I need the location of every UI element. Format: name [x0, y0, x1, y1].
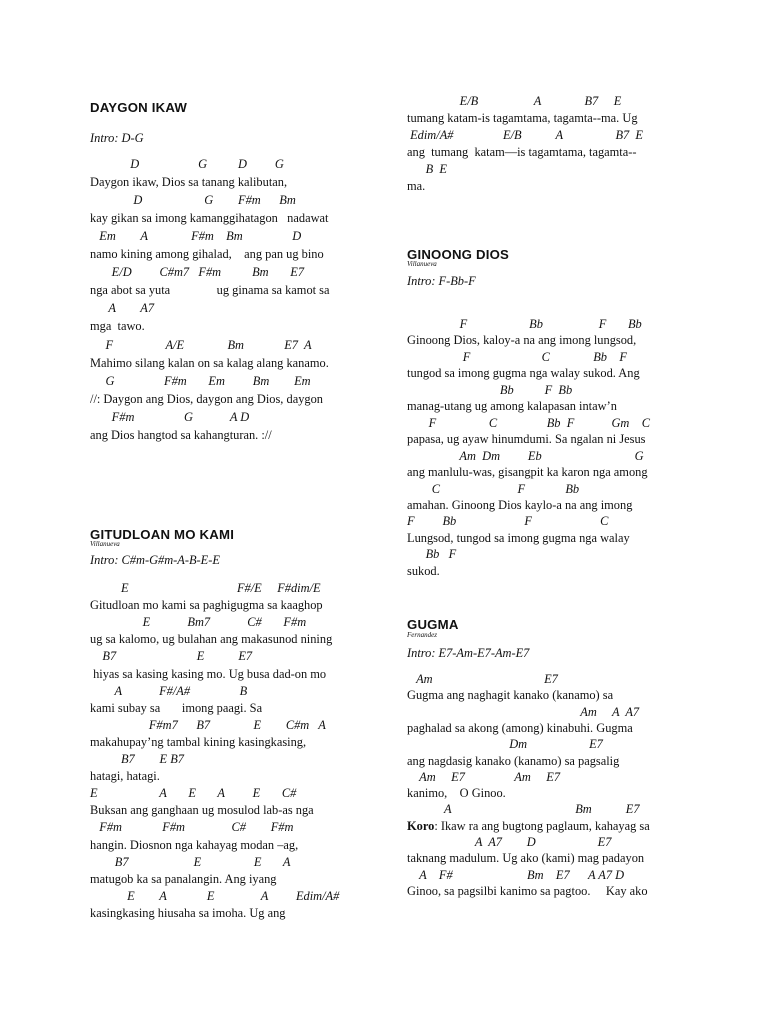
- lyric-line: [407, 884, 648, 898]
- lyric-text: Lungsod, tungod sa imong gugma nga walay: [407, 531, 630, 545]
- song-title: GITUDLOAN MO KAMI: [90, 527, 235, 542]
- chord-line: B7 E E A: [90, 855, 291, 869]
- lyric-text: mga tawo.: [90, 319, 145, 333]
- lyric-text: ug sa kalomo, ug bulahan ang makasunod nining: [90, 632, 333, 646]
- chord-line: A Bm E7: [407, 802, 640, 816]
- lyric-text: makahupay’ng tambal kining kasingkasing,: [90, 735, 307, 749]
- lyric-text: Gugma ang naghagit kanako (kanamo) sa: [407, 688, 614, 702]
- lyric-text: kasingkasing hiusaha sa imoha. Ug ang: [90, 906, 286, 920]
- chord-line: G F#m Em Bm Em: [90, 374, 311, 388]
- lyric-line: [407, 564, 440, 578]
- lyric-text: ma.: [407, 179, 426, 193]
- lyric-text: papasa, ug ayaw hinumdumi. Sa ngalan ni Jesus: [407, 432, 646, 446]
- song-title: GINOONG DIOS: [407, 247, 510, 262]
- chord-line: Em A F#m Bm D: [90, 229, 302, 243]
- lyric-text: tungod sa imong gugma nga walay sukod. Ang: [407, 366, 640, 380]
- chord-line: F#m7 B7 E C#m A: [90, 718, 326, 732]
- lyric-line: [407, 754, 619, 768]
- lyric-line: [407, 145, 637, 159]
- lyric-line: [90, 769, 160, 783]
- lyric-text: kanimo, O Ginoo.: [407, 786, 506, 800]
- lyric-text: matugob ka sa panalangin. Ang iyang: [90, 872, 277, 886]
- lyric-text: hatagi, hatagi.: [90, 769, 160, 783]
- song-author: Villanueva: [90, 540, 120, 548]
- song-intro: Intro: D-G: [90, 131, 144, 145]
- lyric-line: [407, 333, 636, 347]
- lyric-line: [90, 735, 306, 749]
- lyric-text: : Ikaw ra ang bugtong paglaum, kahayag sa: [434, 819, 650, 833]
- chord-line: D G F#m Bm: [90, 193, 296, 207]
- lyric-text: sukod.: [407, 564, 440, 578]
- lyric-line: [407, 399, 617, 413]
- lyric-text: paghalad sa akong (among) kinabuhi. Gugma: [407, 721, 633, 735]
- lyric-text: Gitudloan mo kami sa paghigugma sa kaaghop: [90, 598, 323, 612]
- chord-line: F Bb F C: [407, 514, 609, 528]
- lyric-line: [407, 531, 630, 545]
- lyric-line: [90, 211, 328, 225]
- lyric-line: [90, 701, 262, 715]
- lyric-line: [90, 906, 285, 920]
- lyric-text: Daygon ikaw, Dios sa tanang kalibutan,: [90, 175, 288, 189]
- song-intro: Intro: E7-Am-E7-Am-E7: [407, 646, 530, 660]
- lyric-text: namo kining among gihalad, ang pan ug bino: [90, 247, 324, 261]
- chord-line: F#m G A D: [90, 410, 250, 424]
- lyric-line: [90, 356, 329, 370]
- chord-line: C F Bb: [407, 482, 580, 496]
- lyric-text: amahan. Ginoong Dios kaylo-a na ang imong: [407, 498, 633, 512]
- chord-line: F C Bb F: [407, 350, 627, 364]
- chord-line: Am E7 Am E7: [407, 770, 561, 784]
- chord-line: Edim/A# E/B A B7 E: [407, 128, 643, 142]
- lyric-text: hiyas sa kasing kasing mo. Ug busa dad-on mo: [90, 667, 327, 681]
- lyric-line: [407, 465, 648, 479]
- chord-line: D G D G: [90, 157, 284, 171]
- lyric-line: [407, 179, 425, 193]
- lyric-text: //: Daygon ang Dios, daygon ang Dios, daygon: [90, 392, 323, 406]
- chord-line: Dm E7: [407, 737, 603, 751]
- lyric-text: hangin. Diosnon nga kahayag modan –ag,: [90, 838, 299, 852]
- chord-line: E A E A Edim/A#: [90, 889, 340, 903]
- chord-line: E A E A E C#: [90, 786, 297, 800]
- lyric-line: [407, 721, 633, 735]
- song-title: GUGMA: [407, 617, 459, 632]
- chord-line: Bb F: [407, 547, 457, 561]
- chord-line: A F#/A# B: [90, 684, 248, 698]
- lyric-line: [90, 838, 298, 852]
- lyric-line: [90, 428, 272, 442]
- lyric-text: kay gikan sa imong kamanggihatagon nadawat: [90, 211, 329, 225]
- lyric-text: Mahimo silang kalan on sa kalag alang kanamo.: [90, 356, 329, 370]
- lyric-text: tumang katam-is tagamtama, tagamta--ma. Ug: [407, 111, 638, 125]
- chord-line: A A7: [90, 301, 155, 315]
- lyric-line: [407, 688, 613, 702]
- lyric-line: [90, 283, 330, 297]
- chord-line: E/B A B7 E: [407, 94, 622, 108]
- lyric-line: [90, 872, 277, 886]
- chord-line: Am E7: [407, 672, 558, 686]
- lyric-line: [407, 786, 506, 800]
- chord-line: F Bb F Bb: [407, 317, 642, 331]
- chord-line: F C Bb F Gm C: [407, 416, 650, 430]
- lyric-line: [90, 632, 332, 646]
- chord-line: Bb F Bb: [407, 383, 573, 397]
- lyric-line: [407, 851, 644, 865]
- chord-line: E Bm7 C# F#m: [90, 615, 307, 629]
- song-intro: Intro: F-Bb-F: [407, 274, 476, 288]
- chord-line: E/D C#m7 F#m Bm E7: [90, 265, 305, 279]
- lyric-line: [90, 247, 324, 261]
- lyric-line: [407, 432, 645, 446]
- lyric-text: ang nagdasig kanako (kanamo) sa pagsalig: [407, 754, 620, 768]
- chord-line: E F#/E F#dim/E: [90, 581, 321, 595]
- chord-line: B7 E B7: [90, 752, 184, 766]
- chord-line: F A/E Bm E7 A: [90, 338, 312, 352]
- lyric-line: [90, 392, 323, 406]
- lyric-text: kami subay sa imong paagi. Sa: [90, 701, 263, 715]
- lyric-line: [90, 319, 145, 333]
- song-author: Fernandez: [407, 631, 437, 639]
- chord-line: F#m F#m C# F#m: [90, 820, 294, 834]
- lyric-line: [90, 803, 314, 817]
- lyric-line: [90, 667, 326, 681]
- lyric-text: Buksan ang ganghaan ug mosulod lab-as nga: [90, 803, 314, 817]
- lyric-text: nga abot sa yuta ug ginama sa kamot sa: [90, 283, 330, 297]
- lyric-line: [407, 498, 632, 512]
- lyric-text: taknang madulum. Ug ako (kami) mag padayon: [407, 851, 645, 865]
- chord-line: B7 E E7: [90, 649, 253, 663]
- song-title: DAYGON IKAW: [90, 100, 187, 115]
- lyric-line: [407, 111, 638, 125]
- lyric-line: [407, 366, 640, 380]
- song-intro: Intro: C#m-G#m-A-B-E-E: [90, 553, 220, 567]
- lyric-text: Ginoong Dios, kaloy-a na ang imong lungsod,: [407, 333, 637, 347]
- lyric-line: [90, 598, 323, 612]
- chord-line: Am Dm Eb G: [407, 449, 644, 463]
- lyric-text: ang Dios hangtod sa kahangturan. ://: [90, 428, 272, 442]
- chord-line: B E: [407, 162, 447, 176]
- chord-line: A F# Bm E7 A A7 D: [407, 868, 625, 882]
- lyric-text: ang manlulu-was, gisangpit ka karon nga among: [407, 465, 648, 479]
- section-label: Koro: [407, 819, 435, 833]
- lyric-text: ang tumang katam—is tagamtama, tagamta--: [407, 145, 637, 159]
- lyric-text: Ginoo, sa pagsilbi kanimo sa pagtoo. Kay ako: [407, 884, 648, 898]
- chord-line: A A7 D E7: [407, 835, 612, 849]
- lyric-line: [407, 819, 650, 833]
- lyric-text: manag-utang ug among kalapasan intaw’n: [407, 399, 617, 413]
- song-author: Villanueva: [407, 260, 437, 268]
- chord-line: Am A A7: [407, 705, 640, 719]
- lyric-line: [90, 175, 287, 189]
